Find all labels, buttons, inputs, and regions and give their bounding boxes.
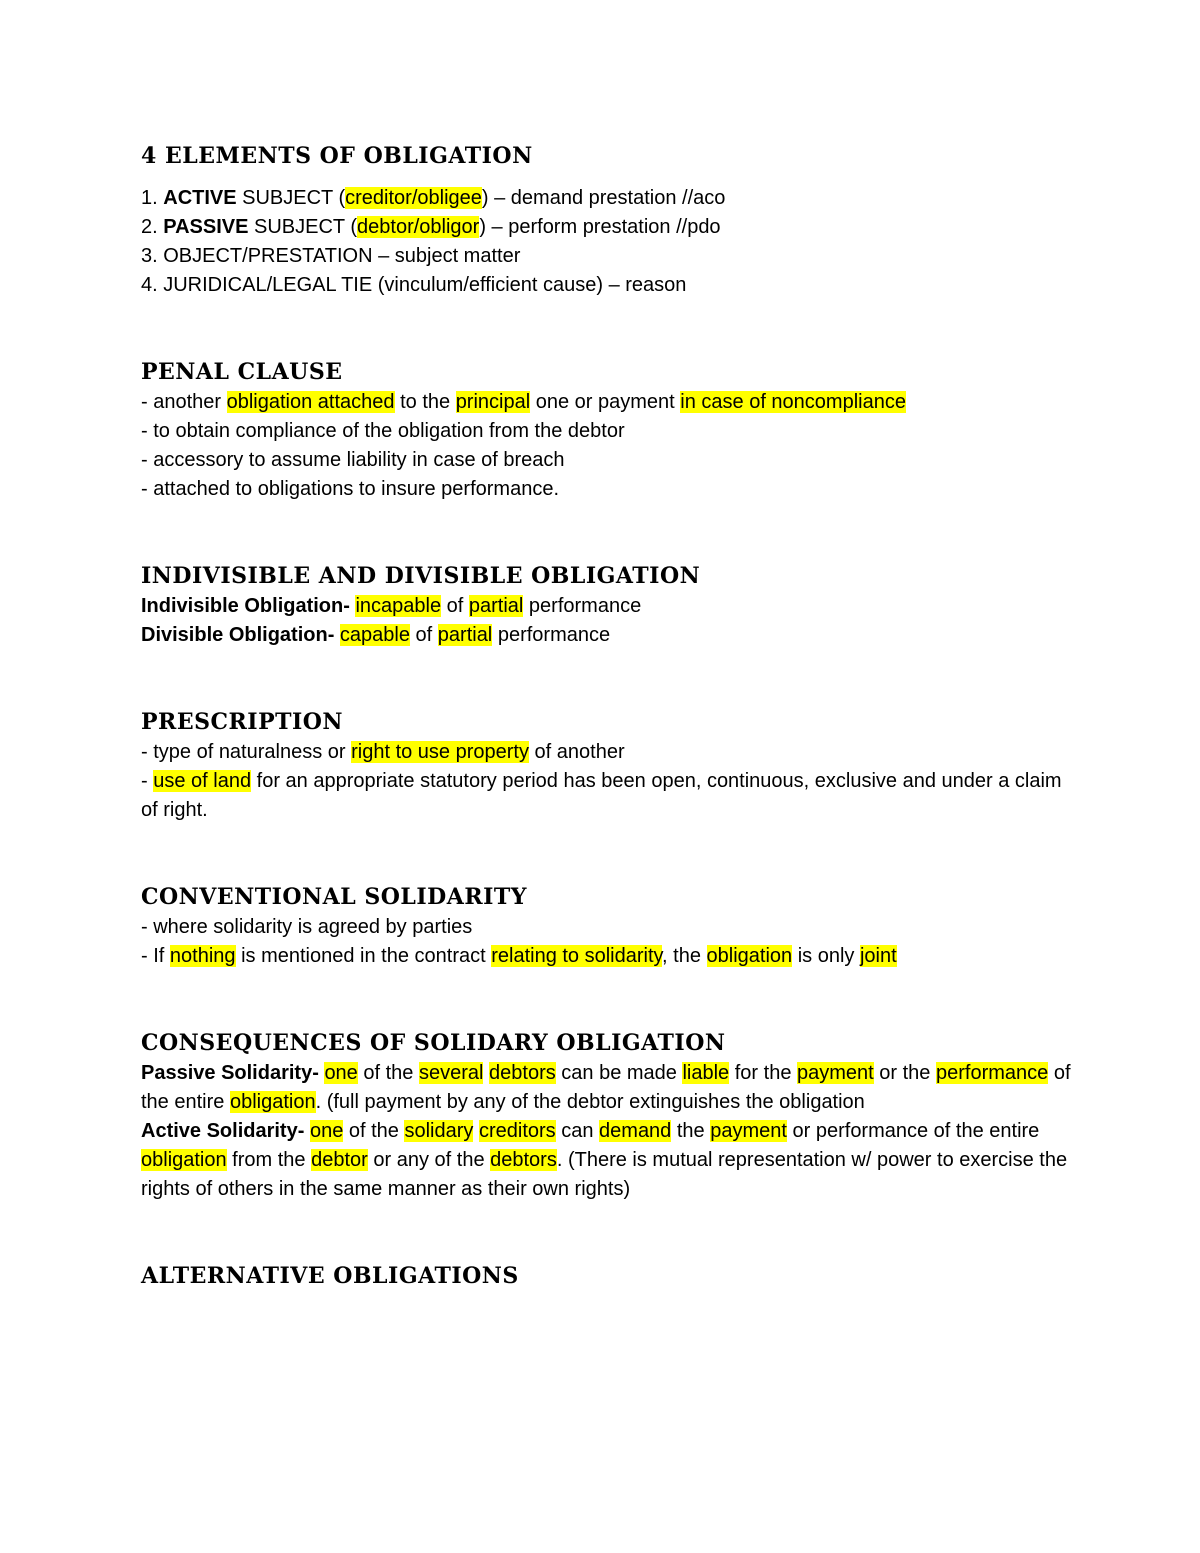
highlighted-text: payment	[797, 1062, 874, 1084]
bold-label: Divisible Obligation-	[141, 624, 335, 646]
heading-spacer	[141, 172, 1071, 184]
highlighted-text: right to use property	[351, 741, 529, 763]
highlighted-text: one	[324, 1062, 358, 1084]
highlighted-text: debtor/obligor	[357, 216, 480, 238]
text-run: of the	[357, 1062, 419, 1084]
highlighted-text: creditor/obligee	[345, 187, 482, 209]
text-run: of	[409, 624, 438, 646]
section-heading: ALTERNATIVE OBLIGATIONS	[141, 1263, 519, 1289]
bold-label: Passive Solidarity-	[141, 1062, 319, 1084]
text-run: of another	[528, 741, 625, 763]
section-heading: 4 ELEMENTS OF OBLIGATION	[141, 143, 533, 169]
text-run: for the	[729, 1062, 797, 1084]
text-run: performance	[523, 595, 642, 617]
text-run: 3. OBJECT/PRESTATION – subject matter	[141, 245, 521, 267]
section-heading: INDIVISIBLE AND DIVISIBLE OBLIGATION	[141, 563, 701, 589]
text-run: the	[671, 1120, 711, 1142]
text-run: - to obtain compliance of the obligation from the debtor	[141, 420, 625, 442]
body-line	[141, 942, 1071, 971]
text-run: - where solidarity is agreed by parties	[141, 916, 473, 938]
bold-label: Active Solidarity-	[141, 1120, 305, 1142]
section-spacer	[141, 971, 1071, 1027]
text-run: for an appropriate statutory period has been open, continuous, exclusive and under a claim of right.	[141, 770, 1062, 821]
text-run: - attached to obligations to insure performance.	[141, 478, 560, 500]
body-line	[141, 242, 1071, 271]
body-line	[141, 417, 1071, 446]
text-run: . (There is mutual representation w/ power to exercise the rights of others in the same manner as their own rights)	[141, 1149, 1068, 1200]
section-spacer	[141, 1204, 1071, 1260]
highlighted-text: nothing	[169, 945, 236, 967]
highlighted-text: capable	[339, 624, 410, 646]
highlighted-text: incapable	[355, 595, 442, 617]
highlighted-text: partial	[468, 595, 524, 617]
section-spacer	[141, 650, 1071, 706]
section-heading: PENAL CLAUSE	[141, 359, 343, 385]
body-line	[141, 913, 1071, 942]
text-run: or the	[873, 1062, 936, 1084]
body-line	[141, 1117, 1071, 1204]
section-heading: CONVENTIONAL SOLIDARITY	[141, 884, 527, 910]
highlighted-text: debtor	[311, 1149, 368, 1171]
body-line	[141, 475, 1071, 504]
highlighted-text: obligation	[706, 945, 793, 967]
body-line	[141, 184, 1071, 213]
text-run: ) – demand prestation //aco	[481, 187, 726, 209]
highlighted-text: several	[418, 1062, 484, 1084]
body-line	[141, 213, 1071, 242]
text-run: 1.	[141, 187, 164, 209]
text-run: of the	[343, 1120, 405, 1142]
highlighted-text: principal	[455, 391, 531, 413]
highlighted-text: payment	[710, 1120, 787, 1142]
bold-label: PASSIVE	[163, 216, 249, 238]
text-run: of the entire	[141, 1062, 1071, 1113]
text-run: performance	[492, 624, 611, 646]
highlighted-text: solidary	[404, 1120, 474, 1142]
text-run: can	[555, 1120, 600, 1142]
text-run: SUBJECT (	[248, 216, 358, 238]
text-run: 2.	[141, 216, 164, 238]
body-line	[141, 271, 1071, 300]
highlighted-text: obligation	[229, 1091, 316, 1113]
text-run: ) – perform prestation //pdo	[479, 216, 721, 238]
text-run: from the	[226, 1149, 312, 1171]
text-run: can be made	[555, 1062, 683, 1084]
highlighted-text: debtors	[490, 1149, 557, 1171]
highlighted-text: liable	[682, 1062, 730, 1084]
section-spacer	[141, 504, 1071, 560]
text-run: or performance of the entire	[786, 1120, 1040, 1142]
text-run: to the	[394, 391, 456, 413]
text-run: - another	[141, 391, 227, 413]
highlighted-text: obligation	[141, 1149, 227, 1171]
body-line	[141, 738, 1071, 767]
section-heading: CONSEQUENCES OF SOLIDARY OBLIGATION	[141, 1030, 726, 1056]
text-run: -	[141, 770, 154, 792]
text-run: or any of the	[367, 1149, 491, 1171]
body-line	[141, 621, 1071, 650]
text-run: one or payment	[530, 391, 681, 413]
body-line	[141, 592, 1071, 621]
text-run: of	[441, 595, 469, 617]
body-line	[141, 446, 1071, 475]
bold-label: Indivisible Obligation-	[141, 595, 350, 617]
highlighted-text: demand	[599, 1120, 672, 1142]
bold-label: ACTIVE	[163, 187, 237, 209]
text-run: 4. JURIDICAL/LEGAL TIE (vinculum/efficient cause) – reason	[141, 274, 687, 296]
highlighted-text: performance	[935, 1062, 1049, 1084]
body-line	[141, 767, 1071, 825]
body-line	[141, 1059, 1071, 1117]
section-spacer	[141, 300, 1071, 356]
body-line	[141, 388, 1071, 417]
highlighted-text: use of land	[153, 770, 252, 792]
highlighted-text: one	[309, 1120, 344, 1142]
highlighted-text: partial	[437, 624, 493, 646]
text-run: is mentioned in the contract	[235, 945, 492, 967]
highlighted-text: in case of noncompliance	[680, 391, 906, 413]
text-run: is only	[792, 945, 860, 967]
highlighted-text: debtors	[489, 1062, 556, 1084]
document-page	[141, 140, 1071, 1292]
section-heading: PRESCRIPTION	[141, 709, 344, 735]
highlighted-text: creditors	[478, 1120, 556, 1142]
section-spacer	[141, 825, 1071, 881]
highlighted-text: joint	[859, 945, 897, 967]
highlighted-text: relating to solidarity	[491, 945, 663, 967]
highlighted-text: obligation attached	[226, 391, 395, 413]
text-run: . (full payment by any of the debtor extinguishes the obligation	[315, 1091, 865, 1113]
text-run: SUBJECT (	[236, 187, 346, 209]
text-run: - accessory to assume liability in case of breach	[141, 449, 565, 471]
text-run: - If	[141, 945, 170, 967]
text-run: - type of naturalness or	[141, 741, 352, 763]
text-run: , the	[662, 945, 707, 967]
